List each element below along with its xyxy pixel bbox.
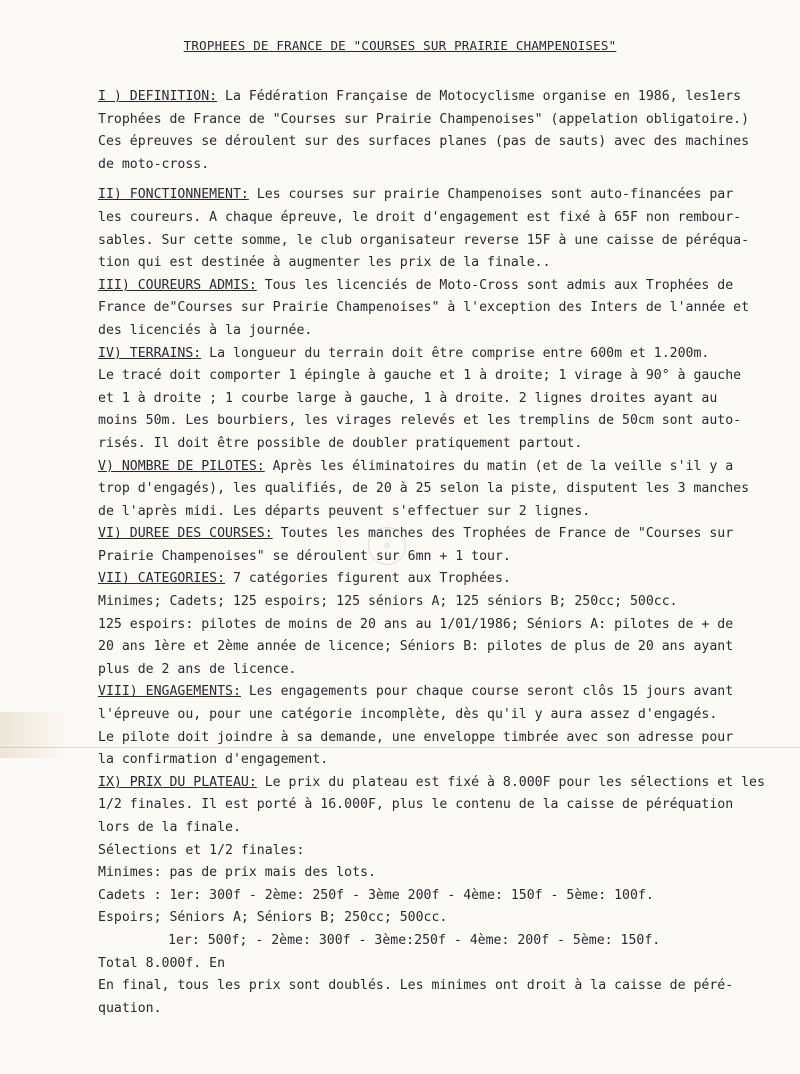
line: 1er: 500f; - 2ème: 300f - 3ème:250f - 4ème: 200f - 5ème: 150f. <box>168 932 661 948</box>
line: quation. <box>98 1000 162 1016</box>
line: Le pilote doit joindre à sa demande, une enveloppe timbrée avec son adresse pour <box>98 729 734 745</box>
line: Ces épreuves se déroulent sur des surfaces planes (pas de sauts) avec des machines <box>98 134 750 150</box>
line: Les engagements pour chaque course seront clôs 15 jours avant <box>240 684 734 700</box>
line: Après les éliminatoires du matin (et de la veille s'il y a <box>264 458 734 474</box>
line: Prairie Champenoises" se déroulent sur 6mn + 1 tour. <box>98 548 511 564</box>
line: La Fédération Française de Motocyclisme organise en 1986, les1ers <box>217 89 742 104</box>
line: France de"Courses sur Prairie Champenoises" à l'exception des Inters de l'année et <box>98 300 750 316</box>
line: Toutes les manches des Trophées de France de "Courses sur <box>272 526 734 542</box>
section-coureurs-admis <box>98 275 788 343</box>
line: des licenciés à la journée. <box>98 322 313 338</box>
line: 20 ans 1ère et 2ème année de licence; Séniors B: pilotes de plus de 20 ans ayant <box>98 639 734 655</box>
line: de l'après midi. Les départs peuvent s'effectuer sur 2 lignes. <box>98 503 591 519</box>
line: La longueur du terrain doit être comprise entre 600m et 1.200m. <box>201 345 710 361</box>
line: 125 espoirs: pilotes de moins de 20 ans au 1/01/1986; Séniors A: pilotes de + de <box>98 616 734 632</box>
section-categories <box>98 568 788 681</box>
line: la confirmation d'engagement. <box>98 752 329 768</box>
line: En final, tous les prix sont doublés. Les minimes ont droit à la caisse de péré- <box>98 978 734 994</box>
line: l'épreuve ou, pour une catégorie incomplète, dès qu'il y aura assez d'engagés. <box>98 707 718 723</box>
document-title: TROPHEES DE FRANCE DE "COURSES SUR PRAIRIE CHAMPENOISES" <box>183 38 617 53</box>
line: tion qui est destinée à augmenter les prix de la finale.. <box>98 255 551 271</box>
line: Minimes; Cadets; 125 espoirs; 125 séniors A; 125 séniors B; 250cc; 500cc. <box>98 594 678 610</box>
paper-stain <box>0 712 70 758</box>
section-prix-du-plateau <box>98 772 788 1021</box>
section-definition <box>98 86 788 176</box>
section-heading: V) NOMBRE DE PILOTES: <box>98 458 265 474</box>
line: sables. Sur cette somme, le club organisateur reverse 15F à une caisse de péréqua- <box>98 232 750 248</box>
line: de moto-cross. <box>98 156 210 172</box>
section-heading: IV) TERRAINS: <box>98 345 202 361</box>
line: Le prix du plateau est fixé à 8.000F pour les sélections et les <box>256 774 765 790</box>
line: et 1 à droite ; 1 courbe large à gauche, 1 à droite. 2 lignes droites ayant au <box>98 390 718 406</box>
line: moins 50m. Les bourbiers, les virages relevés et les tremplins de 50cm sont auto- <box>98 413 742 429</box>
section-heading: IX) PRIX DU PLATEAU: <box>98 774 257 790</box>
line: Minimes: pas de prix mais des lots. <box>98 865 376 881</box>
line: Trophées de France de "Courses sur Prairie Champenoises" (appelation obligatoire.) <box>98 111 750 127</box>
line: 7 catégories figurent aux Trophées. <box>225 571 511 587</box>
section-engagements <box>98 681 788 771</box>
line: les coureurs. A chaque épreuve, le droit d'engagement est fixé à 65F non rembour- <box>98 209 742 225</box>
line: plus de 2 ans de licence. <box>98 661 297 677</box>
section-fonctionnement <box>98 184 788 274</box>
section-heading: VIII) ENGAGEMENTS: <box>98 684 241 700</box>
line: Total 8.000f. En <box>98 955 226 971</box>
section-duree-des-courses <box>98 523 788 568</box>
line: risés. Il doit être possible de doubler pratiquement partout. <box>98 435 583 451</box>
line: Cadets : 1er: 300f - 2ème: 250f - 3ème 200f - 4ème: 150f - 5ème: 100f. <box>98 887 654 903</box>
line: Les courses sur prairie Champenoises sont auto-financées par <box>248 187 734 203</box>
section-heading: II) FONCTIONNEMENT: <box>98 187 249 203</box>
section-heading: III) COUREURS ADMIS: <box>98 277 257 293</box>
line: Le tracé doit comporter 1 épingle à gauche et 1 à droite; 1 virage à 90° à gauche <box>98 368 742 384</box>
section-heading: VI) DUREE DES COURSES: <box>98 526 273 542</box>
line: 1/2 finales. Il est porté à 16.000F, plus le contenu de la caisse de péréquation <box>98 797 734 813</box>
section-terrains <box>98 343 788 456</box>
faint-stamp-mark: ◎ <box>368 527 406 565</box>
document-body <box>98 86 788 1020</box>
line: Sélections et 1/2 finales: <box>98 842 305 858</box>
line: trop d'engagés), les qualifiés, de 20 à 25 selon la piste, disputent les 3 manches <box>98 481 750 497</box>
section-heading: I ) DEFINITION: <box>98 89 218 104</box>
line: lors de la finale. <box>98 820 241 835</box>
line: Tous les licenciés de Moto-Cross sont admis aux Trophées de <box>256 277 734 293</box>
section-nombre-de-pilotes <box>98 456 788 524</box>
line: Espoirs; Séniors A; Séniors B; 250cc; 500cc. <box>98 910 448 926</box>
section-heading: VII) CATEGORIES: <box>98 571 226 587</box>
